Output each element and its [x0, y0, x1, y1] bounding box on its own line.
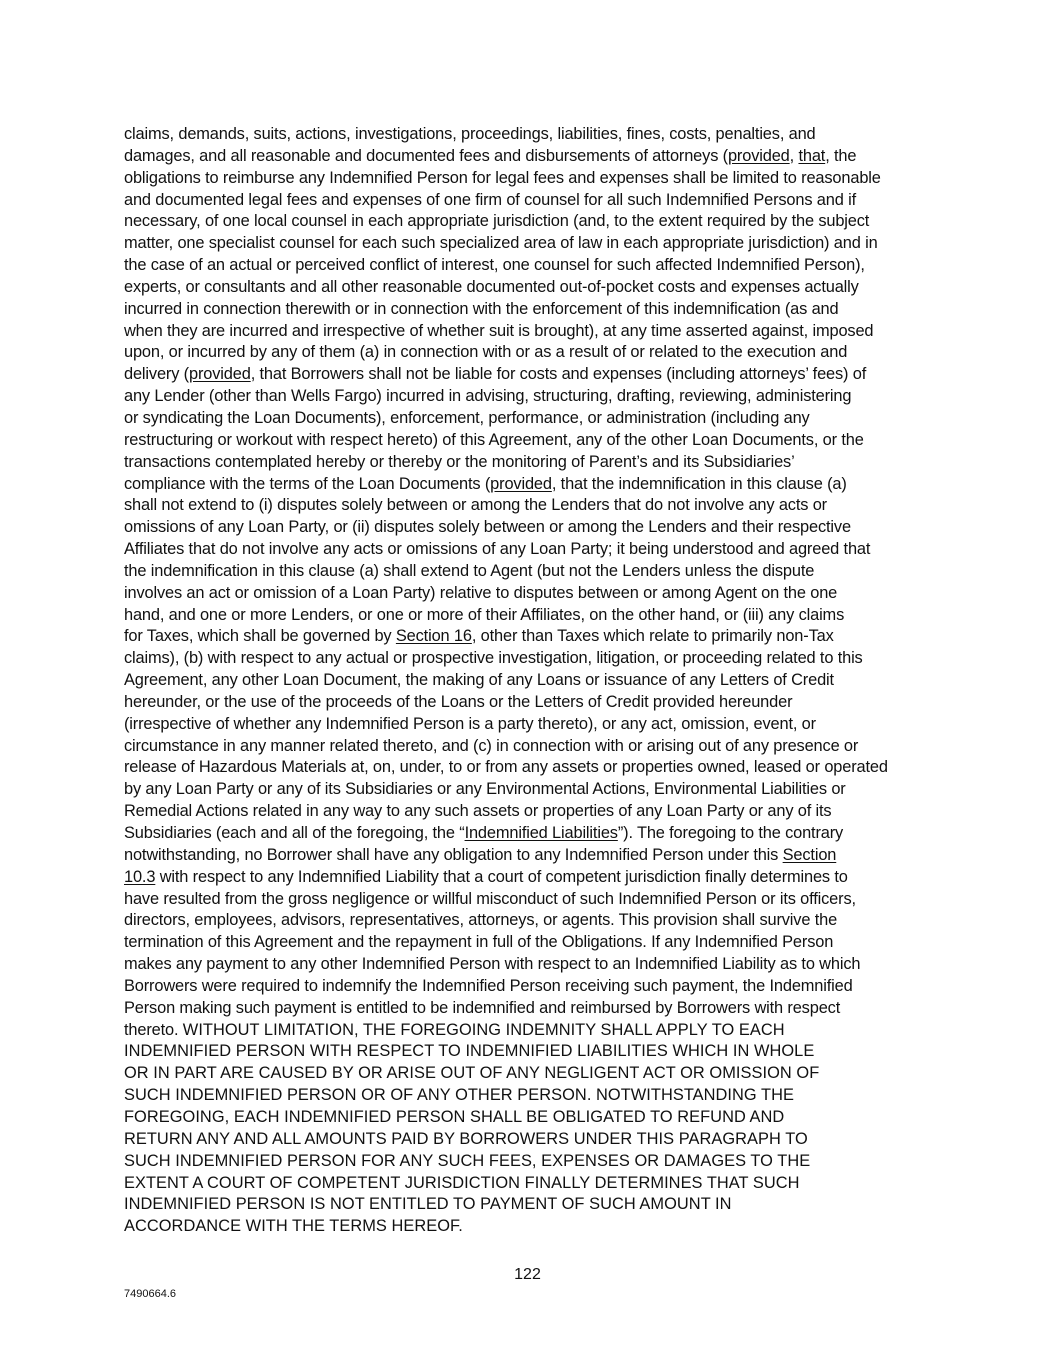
caps-line: ACCORDANCE WITH THE TERMS HEREOF. — [124, 1217, 463, 1236]
text-line: circumstance in any manner related thereto, and (c) in connection with or arising out of any presence or — [124, 736, 859, 755]
text-line: when they are incurred and irrespective of whether suit is brought), at any time asserted against, imposed — [124, 321, 874, 340]
text-line: directors, employees, advisors, representatives, attorneys, or agents. This provision shall survive the — [124, 911, 838, 930]
text-line: hand, and one or more Lenders, or one or more of their Affiliates, on the other hand, or (iii) any claims — [124, 605, 845, 624]
text-line: matter, one specialist counsel for each such specialized area of law in each appropriate jurisdiction) and in — [124, 234, 878, 253]
text-line: Remedial Actions related in any way to any such assets or properties of any Loan Party or any of its — [124, 802, 832, 821]
text-line: Agreement, any other Loan Document, the making of any Loans or issuance of any Letters of Credit — [124, 671, 834, 690]
text-line: thereto. WITHOUT LIMITATION, THE FOREGOING INDEMNITY SHALL APPLY TO EACH — [124, 1020, 785, 1039]
text-line: the indemnification in this clause (a) shall extend to Agent (but not the Lenders unless the dispute — [124, 561, 815, 580]
caps-line: SUCH INDEMNIFIED PERSON OR OF ANY OTHER PERSON. NOTWITHSTANDING THE — [124, 1086, 794, 1105]
caps-line: FOREGOING, EACH INDEMNIFIED PERSON SHALL BE OBLIGATED TO REFUND AND — [124, 1107, 785, 1126]
section-16-reference: Section 16 — [395, 627, 472, 646]
text-line: have resulted from the gross negligence or willful misconduct of such Indemnified Person or its officers, — [124, 889, 856, 908]
text-line: necessary, of one local counsel in each appropriate jurisdiction (and, to the extent required by the subject — [124, 212, 870, 231]
underlined-term: provided — [189, 365, 251, 384]
caps-line: OR IN PART ARE CAUSED BY OR ARISE OUT OF ANY NEGLIGENT ACT OR OMISSION OF — [124, 1064, 820, 1083]
caps-line: SUCH INDEMNIFIED PERSON FOR ANY SUCH FEES, EXPENSES OR DAMAGES TO THE — [124, 1151, 811, 1170]
underlined-term: provided — [727, 146, 790, 165]
text-line: Subsidiaries (each and all of the foregoing, the “Indemnified Liabilities”). The foregoing to the contrary — [124, 824, 844, 842]
text-line: claims, demands, suits, actions, investigations, proceedings, liabilities, fines, costs, penalties, and — [124, 125, 816, 143]
text-line: omissions of any Loan Party, or (ii) disputes solely between or among the Lenders and their respective — [124, 518, 851, 537]
section-10-3-reference: 10.3 — [124, 867, 156, 886]
indemnified-liabilities-term: Indemnified Liabilities — [464, 824, 618, 842]
indemnification-paragraph — [124, 124, 936, 1238]
text-line: 10.3 with respect to any Indemnified Liability that a court of competent jurisdiction finally determines to — [124, 867, 848, 886]
text-line: transactions contemplated hereby or thereby or the monitoring of Parent’s and its Subsidiaries’ — [124, 452, 795, 471]
text-line: release of Hazardous Materials at, on, under, to or from any assets or properties owned, leased or operated — [124, 758, 888, 777]
page-number: 122 — [514, 1266, 541, 1283]
text-line: claims), (b) with respect to any actual or prospective investigation, litigation, or proceeding related to this — [124, 649, 863, 668]
section-10-3-reference: Section — [782, 845, 837, 864]
caps-line: RETURN ANY AND ALL AMOUNTS PAID BY BORROWERS UNDER THIS PARAGRAPH TO — [124, 1129, 808, 1148]
text-line: incurred in connection therewith or in connection with the enforcement of this indemnification (as and — [124, 299, 839, 318]
text-line: for Taxes, which shall be governed by Section 16, other than Taxes which relate to primarily non-Tax — [124, 627, 834, 646]
text-line: and documented legal fees and expenses of one firm of counsel for all such Indemnified Persons and if — [124, 190, 856, 209]
text-line: hereunder, or the use of the proceeds of the Loans or the Letters of Credit provided hereunder — [124, 692, 793, 711]
text-line: damages, and all reasonable and documented fees and disbursements of attorneys (provided, that, the — [124, 146, 857, 165]
text-line: termination of this Agreement and the repayment in full of the Obligations. If any Indemnified Person — [124, 933, 834, 952]
caps-line: INDEMNIFIED PERSON WITH RESPECT TO INDEMNIFIED LIABILITIES WHICH IN WHOLE — [124, 1042, 815, 1061]
text-line: Affiliates that do not involve any acts or omissions of any Loan Party; it being understood and agreed that — [124, 540, 871, 559]
underlined-term: that — [798, 146, 826, 165]
text-line: by any Loan Party or any of its Subsidiaries or any Environmental Actions, Environmental Liabilities or — [124, 780, 846, 799]
underlined-term: provided — [490, 474, 552, 493]
text-line: obligations to reimburse any Indemnified Person for legal fees and expenses shall be limited to reasonable — [124, 168, 881, 187]
text-line: notwithstanding, no Borrower shall have any obligation to any Indemnified Person under this Section — [124, 845, 837, 864]
text-line: upon, or incurred by any of them (a) in connection with or as a result of or related to the execution and — [124, 343, 848, 362]
caps-line: EXTENT A COURT OF COMPETENT JURISDICTION FINALLY DETERMINES THAT SUCH — [124, 1173, 800, 1192]
text-line: restructuring or workout with respect hereto) of this Agreement, any of the other Loan Documents, or the — [124, 430, 864, 449]
text-line: delivery (provided, that Borrowers shall not be liable for costs and expenses (including attorneys’ fees) of — [124, 365, 867, 384]
text-line: the case of an actual or perceived conflict of interest, one counsel for such affected Indemnified Person), — [124, 256, 865, 275]
text-line: (irrespective of whether any Indemnified Person is a party thereto), or any act, omission, event, or — [124, 714, 816, 733]
text-line: Person making such payment is entitled to be indemnified and reimbursed by Borrowers with respect — [124, 998, 841, 1017]
text-line: or syndicating the Loan Documents), enforcement, performance, or administration (including any — [124, 408, 810, 427]
text-line: involves an act or omission of a Loan Party) relative to disputes between or among Agent on the one — [124, 583, 838, 602]
caps-notice: WITHOUT LIMITATION, THE FOREGOING INDEMNITY SHALL APPLY TO EACH — [182, 1020, 785, 1039]
document-id: 7490664.6 — [124, 1288, 176, 1300]
text-line: makes any payment to any other Indemnified Person with respect to an Indemnified Liability as to which — [124, 955, 861, 974]
text-line: any Lender (other than Wells Fargo) incurred in advising, structuring, drafting, reviewing, administering — [124, 387, 852, 406]
text-line: experts, or consultants and all other reasonable documented out-of-pocket costs and expenses actually — [124, 277, 859, 296]
caps-line: INDEMNIFIED PERSON IS NOT ENTITLED TO PAYMENT OF SUCH AMOUNT IN — [124, 1195, 732, 1214]
text-line: shall not extend to (i) disputes solely between or among the Lenders that do not involve any acts or — [124, 496, 827, 515]
text-line: Borrowers were required to indemnify the Indemnified Person receiving such payment, the Indemnified — [124, 976, 853, 995]
text-line: compliance with the terms of the Loan Documents (provided, that the indemnification in this clause (a) — [124, 474, 847, 493]
